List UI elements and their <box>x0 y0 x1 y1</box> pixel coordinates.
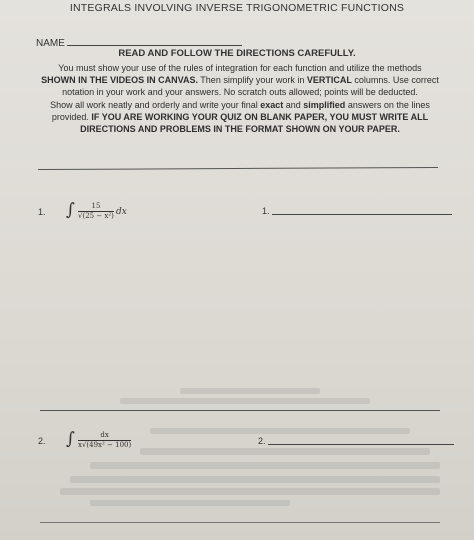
name-line <box>67 36 242 46</box>
problem-2-integral <box>66 429 156 455</box>
problem-1-answer-line <box>272 214 452 215</box>
problem-1-number: 1. <box>38 207 46 217</box>
problem-1-numerator: 15 <box>78 202 114 212</box>
problem-1-denominator: √(25 − x²) <box>78 212 114 220</box>
problem-1-differential: dx <box>116 207 127 217</box>
directions-line-2a: Then simplify your work in <box>197 75 307 86</box>
problem-2-answer-label: 2. <box>258 436 266 446</box>
bleed-through-mark <box>90 500 290 506</box>
problem-2-answer-line <box>268 444 454 445</box>
directions-bold-format: DIRECTIONS AND PROBLEMS IN THE FORMAT SHOWN ON YOUR PAPER. <box>80 124 400 135</box>
section-divider-bottom <box>40 522 440 523</box>
problem-1-answer-label: 1. <box>262 206 270 216</box>
problem-2-fraction <box>78 431 131 450</box>
directions-text <box>30 62 450 135</box>
directions-bold-1: SHOWN IN THE VIDEOS IN CANVAS. <box>41 75 198 86</box>
directions-line-1: You must show your use of the rules of integration for each function and utilize the methods <box>58 63 422 73</box>
problem-1-fraction <box>78 202 114 221</box>
problem-2-numerator: dx <box>78 431 131 441</box>
integral-sign: ∫ <box>66 429 75 449</box>
problem-2-number: 2. <box>38 436 46 446</box>
bleed-through-mark <box>90 462 440 469</box>
bleed-through-mark <box>140 448 430 455</box>
directions-line-4b: and <box>283 99 304 110</box>
directions-line-3: notation in your work and your answers. No scratch outs allowed; points will be deducted. <box>62 87 418 98</box>
section-divider-top <box>38 167 438 170</box>
directions-bold-blank-paper: IF YOU ARE WORKING YOUR QUIZ ON BLANK PAPER, YOU MUST WRITE ALL <box>91 111 429 122</box>
section-divider-middle <box>40 410 440 411</box>
directions-line-5a: provided. <box>51 111 92 122</box>
bleed-through-mark <box>180 388 320 394</box>
directions-heading: READ AND FOLLOW THE DIRECTIONS CAREFULLY. <box>118 48 356 59</box>
directions-line-2b: columns. Use correct <box>351 75 439 86</box>
directions-bold-vertical: VERTICAL <box>306 75 352 86</box>
directions-line-4a: Show all work neatly and orderly and write your final <box>50 99 261 110</box>
directions-line-4c: answers on the lines <box>345 99 430 110</box>
problem-2-denominator: x√(49x² − 100) <box>78 441 132 449</box>
directions-bold-exact: exact <box>260 99 284 110</box>
directions-bold-simplified: simplified <box>303 99 346 110</box>
bleed-through-mark <box>150 428 410 434</box>
name-label: NAME <box>36 38 65 49</box>
bleed-through-mark <box>60 488 440 495</box>
bleed-through-mark <box>120 398 370 404</box>
bleed-through-mark <box>70 476 440 483</box>
problem-1-integral <box>66 200 136 226</box>
integral-sign: ∫ <box>66 200 75 220</box>
page-title: INTEGRALS INVOLVING INVERSE TRIGONOMETRIC FUNCTIONS <box>69 2 405 14</box>
